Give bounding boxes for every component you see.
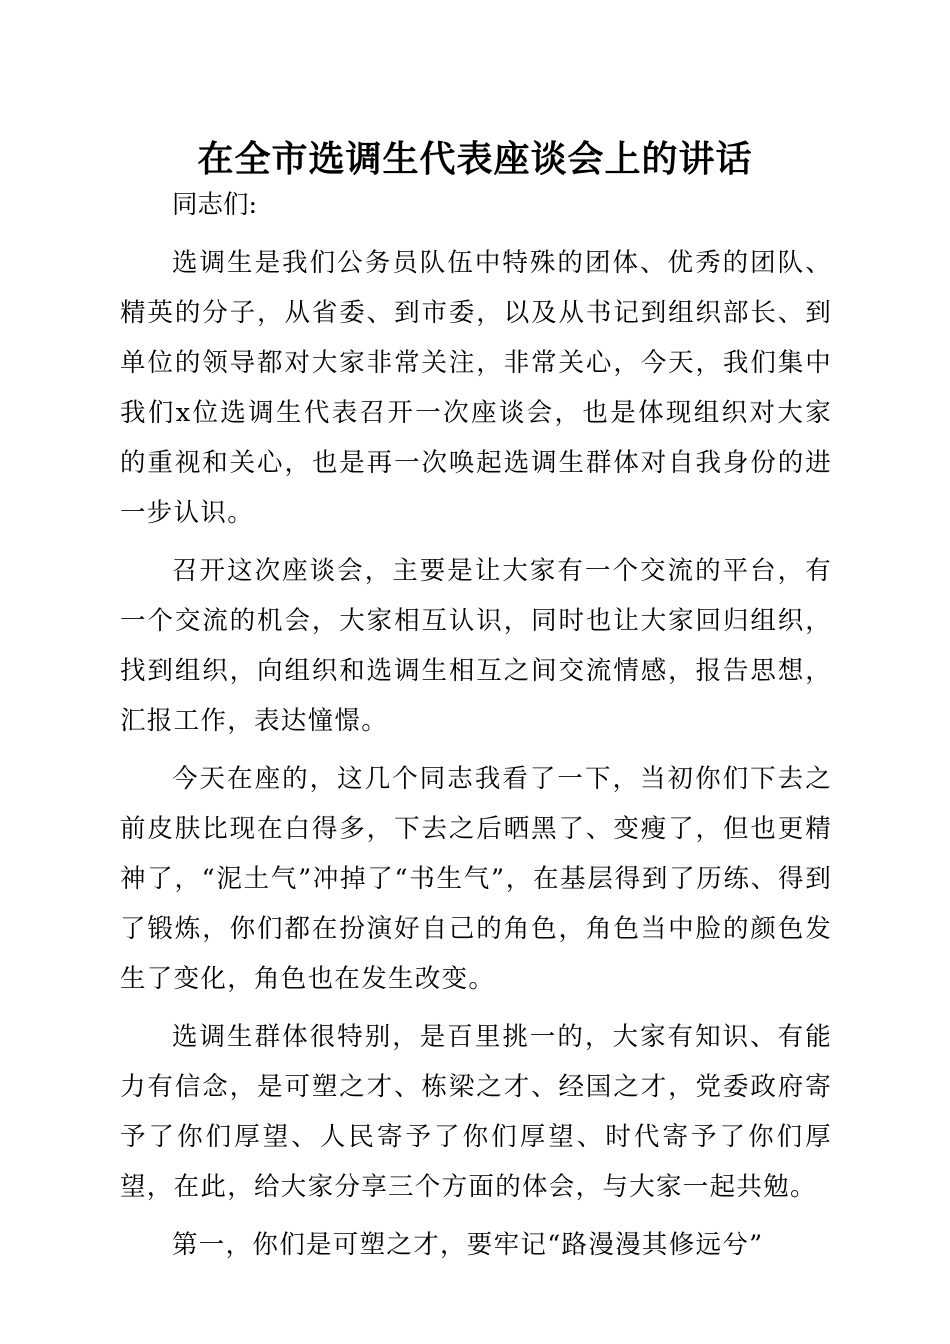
- document-title: 在全市选调生代表座谈会上的讲话: [197, 138, 753, 180]
- salutation: 同志们:: [172, 190, 258, 220]
- paragraph-5: 第一，你们是可塑之才，要牢记“路漫漫其修远兮”: [172, 1230, 764, 1260]
- spacer: [120, 538, 832, 546]
- paragraph-1: 选调生是我们公务员队伍中特殊的团体、优秀的团队、精英的分子，从省委、到市委，以及从书记到组织部长、到单位的领导都对大家非常关注，非常关心，今天，我们集中我们x位选调生代表召开一次座谈会，也是体现组织对大家的重视和关心，也是再一次唤起选调生群体对自我身份的进一步认识。: [120, 248, 832, 528]
- paragraph-3: 今天在座的，这几个同志我看了一下，当初你们下去之前皮肤比现在白得多，下去之后晒黑了、变瘦了，但也更精神了，“泥土气”冲掉了“书生气”，在基层得到了历练、得到了锻炼，你们都在扮演好自己的角色，角色当中脸的颜色发生了变化，角色也在发生改变。: [120, 764, 832, 994]
- spacer: [120, 1212, 832, 1220]
- paragraph-4: 选调生群体很特别，是百里挑一的，大家有知识、有能力有信念，是可塑之才、栋梁之才、经国之才，党委政府寄予了你们厚望、人民寄予了你们厚望、时代寄予了你们厚望，在此，给大家分享三个方面的体会，与大家一起共勉。: [120, 1022, 832, 1202]
- spacer: [120, 746, 832, 754]
- paragraph-2: 召开这次座谈会，主要是让大家有一个交流的平台，有一个交流的机会，大家相互认识，同时也让大家回归组织，找到组织，向组织和选调生相互之间交流情感，报告思想，汇报工作，表达憧憬。: [120, 556, 832, 736]
- document-body: [120, 180, 832, 1270]
- spacer: [120, 1004, 832, 1012]
- spacer: [120, 230, 832, 238]
